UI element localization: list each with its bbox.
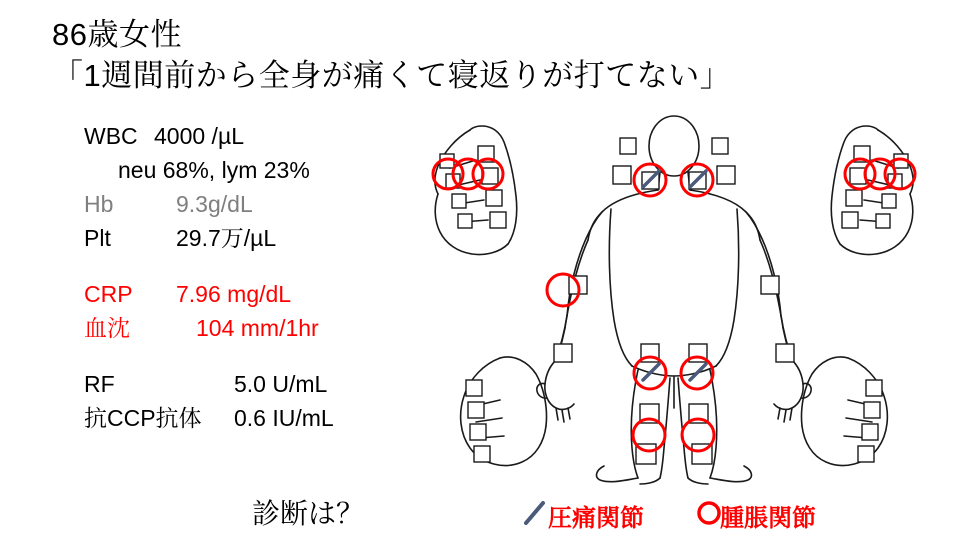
lab-value-accp: 0.6 IU/mL <box>234 405 334 431</box>
lab-value-rf: 5.0 U/mL <box>234 371 328 397</box>
swollen-joint-icon <box>696 500 722 526</box>
lab-name-hb: Hb <box>84 191 114 217</box>
lab-row-crp <box>84 283 414 317</box>
lab-value-crp: 7.96 mg/dL <box>176 281 292 307</box>
lab-results-list <box>84 125 414 441</box>
lab-row-esr <box>84 317 414 351</box>
lab-value-esr: 104 mm/1hr <box>196 315 319 341</box>
lab-value-hb: 9.3g/dL <box>176 191 253 217</box>
lab-name-plt: Plt <box>84 225 111 251</box>
lab-row-hb <box>84 193 414 227</box>
lab-name-esr: 血沈 <box>84 315 130 341</box>
lab-value-wbc: 4000 /µL <box>154 123 244 149</box>
lab-row-accp <box>84 407 414 441</box>
lab-row-plt <box>84 227 414 261</box>
legend-label-swollen: 腫脹関節 <box>720 505 816 532</box>
lab-name-accp: 抗CCP抗体 <box>84 405 202 431</box>
spacer-1 <box>84 261 414 283</box>
lab-name-crp: CRP <box>84 281 133 307</box>
lab-name-rf: RF <box>84 371 115 397</box>
legend <box>520 498 940 532</box>
question-text: 診断は？ <box>252 498 365 529</box>
tender-joint-icon <box>524 500 546 526</box>
legend-label-tender: 圧痛関節 <box>548 505 644 532</box>
lab-value-differential: neu 68%, lym 23% <box>118 157 310 183</box>
spacer-2 <box>84 351 414 373</box>
title-line-2: 「1週間前から全身が痛くて寝返りが打てない」 <box>52 58 732 94</box>
lab-name-wbc: WBC <box>84 123 138 149</box>
lab-row-differential <box>84 159 414 193</box>
lab-value-plt: 29.7万/µL <box>176 225 277 251</box>
joint-homunculus-figure <box>404 108 944 488</box>
title-line-1: 86歳女性 <box>52 17 182 52</box>
page-title <box>52 14 872 96</box>
lab-row-rf <box>84 373 414 407</box>
lab-row-wbc <box>84 125 414 159</box>
